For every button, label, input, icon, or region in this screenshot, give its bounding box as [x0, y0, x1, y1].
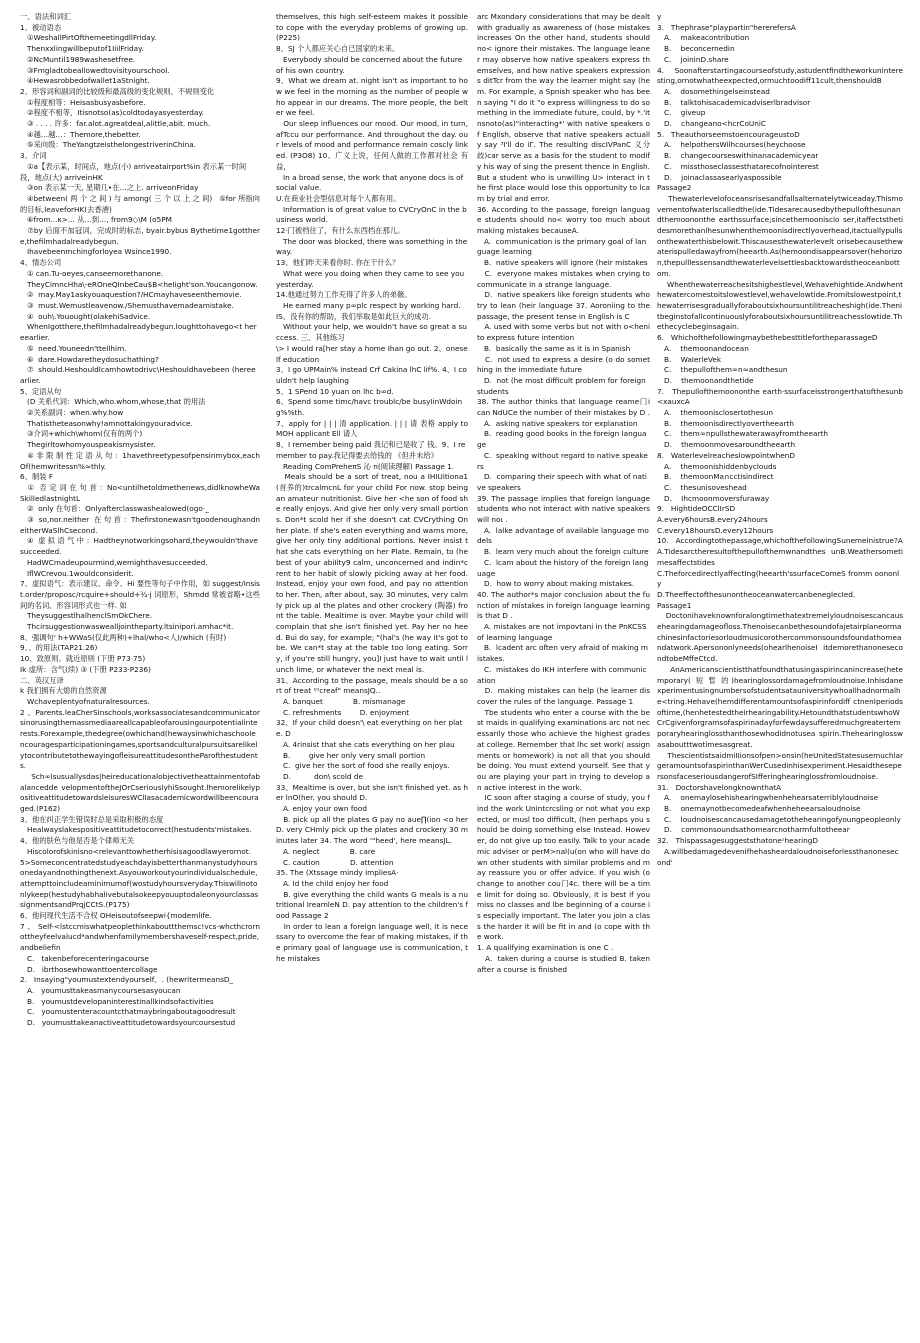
text-line: C. refreshments D. enjoyment — [276, 707, 410, 717]
text-line: 4、他的肤色与他是否是个律师无关 — [20, 836, 135, 846]
text-line: 32、If your child doesn'\ eat everything on her plate. D — [276, 718, 463, 739]
text-line: \> I would ra[her stay a home Ihan go out. 2、oneself education — [276, 343, 468, 364]
text-line: 5. TheauthorseemstoencourageustoD — [657, 129, 800, 139]
text-line: 6. WhichofthefollowingmaybethebesttitlefortheparassageD — [657, 333, 878, 343]
text-line: B. basically the same as it is in Spanish — [477, 343, 631, 353]
text-line: 3. Thephrase"playpartin"hererefersA — [657, 22, 796, 32]
text-line: Whenthewaterreachesitshighestlevel,Wehavehightide.Andwhenthewatercomestoitslowestlevel,wehavelowtide.Fromitslowestpoint,thewaterrisesgraduallyforaboutsixhoursuntilitreacheshigh(ide.Thenitbeginstofallcontinuouslyforaboutsixhoursuntilitreachesslowtide.Thethecyclebeginsagain. — [657, 279, 903, 332]
text-line: ②程度不相等，Itisnotso(as)coldtodayasyesterday. — [20, 108, 205, 118]
text-line: U.在商业社会型信息对每个人都有用。 — [276, 193, 401, 203]
text-line: B. onemaynotbecomedeafwhenheheearsaloudnoise — [657, 804, 861, 814]
text-line: 31、According to the passage, meals should be a sort of treat ¹⁰creaf" meansJQ.. — [276, 675, 468, 696]
text-line: ⑦by 后面不加冠词，完成时的标志, byair.bybus Bythetime1gotthere,thefilmhadalreadybegun. — [20, 226, 260, 246]
text-line: 1、被动语态 — [20, 22, 62, 32]
text-line: A.Tidesarctheresultofthepullofthemwnandthes unB.Weathersometimesaffectstides — [657, 547, 903, 567]
text-line: 1. A qualifying examination is one C . — [477, 943, 614, 953]
text-line: Hiscolorofskinisno<relevanttowhetherhisisagoodlawyerornot. — [20, 846, 251, 856]
text-line: A. Id the child enjoy her food — [276, 878, 389, 888]
text-line: D.TheeffectofthesunontheoceanwatercanbeneglecIed. — [657, 589, 856, 599]
text-line: C. thesunisoveshead — [657, 482, 747, 492]
text-line: y — [657, 12, 662, 21]
text-line: The door was blocked, there was something in the way. — [276, 236, 470, 257]
text-line: 9、What we dream at. night isn't as important to how we feel in the morning as the number of people who appear in our dreams. The more people, the belter we feel. — [276, 76, 468, 118]
text-line: Meals should be a sort of treat, nou a IHIUitiona1(首养的)trcalmcnL for your child For now. stop being an amateur nutritionist. Give her <he son of food she really enjoys. And give her only very small portions. Don*t scold her if she doesn't cat CVCrything On her plate. If she's eaten everything and warns more, give her only tiny additional portions. Never insist that she cats everything on her Plate. Remain, to (he best of your abiIity9 calm, unconcerned and indin*crent to her habit of slowly picking away at her food. Instead, enjoy your own food, and pay no attention to her. Then, after about, say. 30 minutes, very calmly pick up al the plates and other crockery (陶器) front the table. Mealtime is over. Maybe your child will complain that she isn't finished yet. Pay her no heed. Bui do say, for example; "(hal's (he way it's got to be. We can*t stay at the table too long eating. Sorry, if you're still hungry, you]I just have to wait until lunch lime, or whatever the next meal is. — [276, 472, 471, 674]
text-line: He earned many p∞plc respect by working hard. — [276, 300, 461, 310]
text-line: A. lalke advantage of available language models — [477, 525, 649, 546]
text-line: 7、apply for | | | 清 application. | | | 请 表格 apply to MOH applicant Ell 请人 — [276, 418, 471, 439]
text-line: 2. Insaying"youmustextendyourself、. (hewritermeansD_ — [20, 975, 234, 985]
text-line: D. commonsoundsathomearcnotharmfultotheear — [657, 825, 850, 835]
text-line: 2、形容词和副词的比较级和最高级的变化规则、不规则变化 — [20, 86, 215, 96]
text-line: C. lcam about the history of the foreign language — [477, 557, 649, 578]
text-line: Everybody should be concerned about the future of his own country. — [276, 54, 465, 75]
text-line: ④between( 两 个 之 间 ) 与 among( 三 个 以 上 之 间) ⑤for 所指向的目标,leaveforHK(去香港) — [20, 193, 260, 214]
text-line: 5、定语从句 — [20, 386, 62, 396]
text-line: C. them∞npullsthewaterawayfromtheearth — [657, 429, 828, 439]
text-line: ①a【表示某，时间点，地点(小) arriveatairport%in 表示某一时间段，地点(大) arriveinHK — [20, 161, 247, 182]
text-line: B. changecourseswithinanacademicyear — [657, 151, 819, 161]
text-line: ④ 虚 拟 语 气 中 ：Hadtheynotworkingsohard,theywouldn'thavesucceeded. — [20, 536, 258, 557]
text-line: 32. ThispassagesuggeststhatoneˢhearingD — [657, 836, 819, 846]
text-line: (D 关系代词：Which,who.whom,whose,that 的用法 — [20, 397, 206, 407]
text-line: 3、介词 — [20, 151, 47, 161]
text-line: 二、英汉互译 — [20, 675, 64, 685]
text-line: ② only 在句首：Onlyafterclasswashealowed(ogo·_ — [20, 504, 209, 514]
text-line: Thatistheteasonwhy!amnottakingyouradvice. — [20, 418, 193, 428]
text-line: In a broad sense, the work that anyone docs is of social value. — [276, 172, 466, 193]
text-line: 8、强调句' h+WWaS(仅此两种)+lhal/who<人)/which (有时) — [20, 632, 227, 642]
text-line: Sch∞lsusuallysdas|heireducationalobjectivetheattainmentofabalancedde velopmentoftheJOrCseriouslyhiSsought.lhemorelikelypositiveattitudetowardsleisuresWClIasacademicwordwillbeencouraged.(P162) — [20, 771, 260, 814]
text-line: B. reading good books in the foreign language — [477, 429, 647, 450]
text-line: Without your help, we wouldn't have so great a success. 三、其他练习 — [276, 322, 467, 343]
text-line: What were you doing when they came to see you yesterday. — [276, 268, 467, 289]
text-line: 8、SJ 个人都应关心自已国家的未来。 — [276, 44, 400, 54]
text-line: C. loudnoisescancausedamagetothehearingofyoungpeopleonly — [657, 814, 901, 824]
text-line: ②关系副词：when.why.how — [20, 408, 124, 418]
text-line: Tbe students who enter a course with the best maids in qualifying examinations arc not necessarily those who achieve the highest grades at college. Remember that lhc set work( assignments or homework) is not all that you should be doing. You must extend yourself. See that you are playing your part in trying to develop an active interest in the work. — [477, 707, 653, 792]
text-line: B. lcadent arc often very afraid of making mistakes. — [477, 643, 649, 664]
text-line: D. don\ scold de — [276, 771, 363, 781]
text-line: A. themoonandocean — [657, 343, 749, 353]
text-line: Thewaterlevelofoceansrisesandfallsalternatelytwiceaday.Thismovementofwaterlscalledthe(ide.Tidesarecausedbythepullofthesunandthemoononthe earthssurface;sincethemoonisclo ser,itaffectsthetidesmorethanlhesunwhenthemoonisdirectlyoverhead,itactuallypullsonthewaterthisbelowit.Thiscausesthewaterlevelt orisebecausethewaterispulledawayfrom(heearth.As(hemoondisappearsover(hehorizon,thepulllessensandthewaterlevelsettlesbacktowardstheoceanbottom. — [657, 193, 903, 278]
text-line: Our sleep influences our mood. Our mood, in turn, afTccu our performance. And throughout the day. our levels of mood and performance remain coscly linked. (P3O8) 10、广义上说，任何人做的工作都对社会 有益， — [276, 119, 471, 171]
text-line: 8. WaterlevelreacheslowpointwhenD — [657, 450, 795, 460]
text-line: D. how to worry about making mistakes. — [477, 579, 635, 589]
text-line: A. communication is the primary goal of language learning — [477, 236, 647, 257]
text-line: 2 、Parents.leaCherSinschools,worksassociatesandcommunicatorsinorusingthemassmediaareallcapableofarousingourpotentialinterests.Forexample,thedegree(owhichand(hewaysinwhichaschoolencouragesparticipationingames,sportsandculturalpursuitsarelikelytocontributetothewayingofleisureattitudesontheParofthestudents. — [20, 707, 260, 771]
text-line: 6、Spend some timc/havc troublc/be busyIinWdoing%%th. — [276, 397, 463, 418]
text-line: C. takenbeforecenteringacourse — [20, 953, 149, 963]
text-line: ④Hewasrobbedofwallet1aStnight. — [20, 76, 150, 86]
text-line: ⑥from...κ>... 从…到…, from9◇\M (o5PM — [20, 215, 172, 225]
text-line: B. youmustdevelopaninterestinallkindsofactivities — [20, 996, 214, 1006]
text-line: A. banquet B. mismanage — [276, 697, 406, 706]
text-line: ①程度相等：Heisasbusyasbefore. — [20, 97, 146, 107]
text-line: Passage2 — [657, 183, 692, 193]
text-line: C. speaking without regard to native speakers — [477, 450, 648, 471]
text-line: A. mistakes are not impovtani in the PnKCSS of learning language — [477, 622, 649, 642]
text-line: Reading ComPreheπS 沁 n(阅读理解) Passage 1. — [276, 461, 455, 471]
text-line: 39. The passage implies that foreign language students who not interact with native speakers will noι . — [477, 493, 653, 525]
text-line: 6、制装 F — [20, 472, 54, 482]
text-line: D. comparing their speech with what of native speakers — [477, 472, 647, 492]
text-line: HadWCmadeupourmind,wemighthavesucceeded. — [20, 557, 208, 567]
text-line: 7 、 Self-<lstccmiswhatpeoplethinkabouttthemsc!vcs-whcthcrornottheyfeelvalucd*andwhenfamilymembershaveself-respect,pride,andbeliefin — [20, 921, 260, 953]
text-line: D. changeano<hcrCoUniC — [657, 119, 766, 129]
text-line: 6、他问现代生活不合权 OHeisoutofseepwi{modemlife. — [20, 911, 212, 921]
text-line: Ihavebeenmchingforloyea Wsince1990. — [20, 247, 172, 257]
column-1 — [20, 12, 260, 1335]
text-line: B. themoonMa∩cctisindirect — [657, 472, 774, 482]
text-line: A. youmusttakeasmanycoursesasyoucan — [20, 985, 181, 995]
text-line: A. 4rinsist that she cats everything on her plau — [276, 739, 455, 749]
text-line: 8、I remember being paid 我记和已是收了 钱。9、I remember to pay.我记得要去给钱的 《但并未给》 — [276, 440, 466, 460]
text-line: C. mistakes do IKH interfere with communication — [477, 664, 647, 685]
text-line: ⑤采向级：TheYangtzeisthelongestriverinChina. — [20, 140, 196, 150]
text-line: 4. Soonafterstartingacourseofstudy,astudentfindtheworkuninteresting,ornotwhatheexpected,ormuchtoodiff11cult,thenshouldB — [657, 65, 903, 86]
text-line: Thegirltowhomyouspeakismysister. — [20, 440, 156, 450]
text-line: ④越…越…：Themore,thebetter. — [20, 129, 141, 139]
text-line: C.TheforcedirectlyaffectIng(heearth'ssurfaceComeS fromm oononly — [657, 568, 900, 589]
text-line: 7. Thepullofthemoononthe earth·ssurfaceisstrongerthatofthesunb<xauxcA — [657, 386, 903, 407]
column-4 — [657, 12, 903, 1335]
text-line: C. give her the sort of food she really enjoys. — [276, 761, 450, 771]
text-line: 35. The (Xtssage mindy impliesA· — [276, 868, 399, 878]
text-line: A. themoonishiddenbyclouds — [657, 461, 777, 471]
text-line: B. give everything the child wants G meals is a nutritional IreamleN D. pay attention to the children's food Passage 2 — [276, 889, 468, 921]
text-line: C. giveup — [657, 108, 706, 118]
text-line: A. used with some verbs but not with o<heni to express future intention — [477, 322, 653, 343]
text-line: ③Fmgladtobeallowedtovisityourschool. — [20, 65, 170, 75]
text-line: ③on 表示某一天, 星期几•在…之上. arriveonFriday — [20, 183, 199, 193]
text-line: B. WaIerleVek — [657, 354, 722, 364]
text-line: IflWCrevou.1wouldconsiderit. — [20, 568, 134, 578]
text-line: 3、他在纠正学生错误时总是采取积极的态度 — [20, 814, 164, 824]
text-line: ThescientistsaidmiIIionsofpen>onsin(heUnitedStatesusemuchlargeramountsofaspirinthanWerCusedinhisexperiment.HesaidthesepersonsfaceseriousdangerofSIfferinghearinglossfromloudnoise. — [657, 750, 903, 781]
text-line: Passage1 — [657, 600, 692, 610]
text-line: A. taken during a course is studied B. taken after a course is finished — [477, 953, 653, 974]
column-3 — [477, 12, 653, 1335]
text-line: 10. Accordingtothepassage,whichofthefollowingSunemelnistrue?A — [657, 536, 903, 546]
text-line: D. not (he most difficult problem for foreign students — [477, 375, 649, 396]
text-line: ①WeshallPirtOfthemeetingdllFriday. — [20, 33, 157, 43]
text-line: D. making mistakes can help (he learner discover the rules of the language. Passage 1 — [477, 686, 650, 706]
text-line: 36. According to the passage, foreign language students should no< worry too much about making mistakes becauseA. — [477, 204, 653, 236]
text-line: 一、语法和词汇 — [20, 12, 72, 21]
text-line: TheyCimncHha\-eROneQInbeCau$B<heIight'son.Youcangonow. — [20, 279, 258, 289]
text-line: 10、致原则、就近原则 (下册 P73·75) — [20, 654, 146, 664]
text-line: arc Mxondary considerations that may be dealt with gradually as awareness of (hose mistakes increases On the other hand, students should no< ignore their mistakes. The language leaner may observe how native speakers express themselves, and how native speakers expressions ditTcr from the way the learner might say (hem. For example, a Spnish speaker who has been saying "I do it "o express willingness to do something in the immediate future, could, by *.'itnsnoto(as)"interacting*' with native speakers of English, observe that native speakers actually say ³I'll do iΓ. The resulting discIVPanC 义分歧)car serve as a basis for the student to modify his way of sing the present thence in English. But a student who is unwilling U> interact in the first place would lose this opportunity to lcam by trial and error. — [477, 12, 653, 203]
text-line: Thenxxlingwillbeputof1IiilFriday. — [20, 44, 144, 54]
text-line: ④ ouh\.Youought(olakehiSadvice. — [20, 311, 151, 321]
text-line: D. native speakers like foreign students who try to lean (heir language 37. Aoroniing to the passage, the present tense in English is C — [477, 290, 653, 321]
text-line: B. leam very much about the foreign culture — [477, 547, 649, 557]
text-line: Doctonihaveknownforalongtimethatextremelyloudnoisescancausehearingdamageofloss.Thenoisecanbethesoundofajetairplaneormachinesinfactoriesorloudmusicorothercommonsoundsfoundathomeandatwork.Apersononlyneeds(ohearlhenoiseI itdemorethanonesecondtobeMffeCtcd. — [657, 611, 903, 664]
text-line: Healwayslakespositiveattitudetocorrect(hestudents'mistakes. — [20, 825, 252, 835]
text-line: ① can.Tu-oeyes,canseemorethanone. — [20, 268, 164, 278]
text-line: C. not used to express a desire (o do something in the immediate future — [477, 354, 650, 375]
column-2 — [276, 12, 471, 1335]
text-line: Thcirsuggestionwaswealljointheparty.ltsinipori.amhac*it. — [20, 622, 234, 632]
text-line: IS、没有你的帮助，我们举取是如此巨大的成功. — [276, 311, 432, 321]
text-line: 13、他们昨天来看你时. 你在干什么？ — [276, 258, 400, 268]
text-line: Information is of great value to CVCryOnC in the business world. — [276, 204, 467, 225]
text-line: ⑦ should.Heshouldlcamhowtodrivc\Heshouldhavebeen (hereearlier. — [20, 365, 256, 385]
text-line: B. talktohisacademicadviserlbradvisor — [657, 97, 811, 107]
text-line: IC soon after staging a course of study, you find the work Unintcrcsling or not what you expected, or musl too difficult, (hen perhaps you should be doing something else Instead. However, do not give up too easily. Talk to your academic adviser or perM>nal(u(on who will have down other students with similar problems and may reassure you or offer advice. If you wish (o change to another cou门4c. there will be a time limit for doing so. Obviously, it is best if you miss no classes and lbe beginning of a course is especially important. The later you join a class the harder it will be fit in and (o cope with the work. — [477, 793, 653, 942]
text-line: k 我们拥有大熄的自然资源 — [20, 686, 107, 696]
text-line: 9、、的用法(TAP21.26) — [20, 643, 98, 653]
text-line: ④ 非 限 制 性 定 语 从 句 ：1havethreetypesofpensinmybox,eachOf(hemwritessn%≈thly. — [20, 450, 260, 471]
text-line: ⑥ dare.Howdaretheydosuchathing? — [20, 354, 159, 364]
text-line: B. themoonisdirectlyovertheearth — [657, 418, 794, 428]
text-line: ③介词+which\whom(仅有的两个) — [20, 429, 143, 439]
text-line: C. youmustenteracountcthatmaybringaboutagoodresult — [20, 1007, 236, 1017]
text-line: B. pick up all the plates G pay no aue∏(ion <o her D. very CHmly pick up the plates and crockery 30 minutes later 34. The word '"heed', here meansJL. — [276, 814, 471, 846]
text-line: 31. DoctorshavelongknownthatA — [657, 782, 782, 792]
text-line: ① 否 定 词 在 句 首 ：No<untilhetoldmethenews,didlknowheWaSkilledlastnightL — [20, 482, 260, 503]
text-line: C.every18hoursD.every12hours — [657, 525, 774, 535]
text-line: 4、情态公司 — [20, 258, 62, 268]
text-line: ②NcMuntil1989washesetfree. — [20, 54, 136, 64]
text-line: B. give her only very small portion — [276, 750, 426, 760]
text-line: 14.他通过努力工作充得了许多人的弟薇。 — [276, 290, 412, 300]
text-line: 3、I go UPMain% instead Crf Cakina lhC lif%. 4、I couldn't help laughing — [276, 365, 467, 385]
text-line: C. caution D. attention — [276, 857, 394, 867]
text-line: A. asking native speakers tor explanation — [477, 418, 638, 428]
text-line: A. enjoy your own food — [276, 804, 367, 814]
text-line: 40. The author*s major conclusion about the function of mistakes in foreign language learning is that D . — [477, 589, 653, 621]
text-line: WhenIgotthere,thefilmhadalreadybegun.loughttohavego<t hereearlier. — [20, 322, 257, 343]
text-line: 12·门被档住了，有什么东西档在那儿。 — [276, 226, 405, 236]
text-line: AnAmericanscientistthatfoundthatusingaspirincanincrease(hetemporary( 短 暂 的 )hearinglossordamagefromloudnoise.Inhisdanexperimentusingnumbersofstudentsatauniversitywhoallhadnormalhe<tring.Hehave(hemdifferentamountsofaspirinfordiff ctnenIperiodsoftime,(henhetestedtheirhearingability.HetoundthatstudentswhoWCrCgivenforgramsofaspirinadayforfewdaysufferedmuchgreatertemporaryhearinglossthanthosewhodidnotusea spirin.Thehearinglosswasaboutttwotimesasgreat. — [657, 664, 903, 749]
text-line: C. everyone makes mistakes when crying to communicate in a strange language. — [477, 268, 653, 289]
text-line: A. neglect B. care — [276, 846, 376, 856]
text-line: TheysuggestlhalhenclSmOkChere. — [20, 611, 153, 621]
text-line: C. missthoseclassesthatarecofnointerest — [657, 161, 819, 171]
text-line: D. youmusttakeanactiveattitudetowardsyourcoursestud — [20, 1018, 236, 1028]
text-line: Ik 虚所：含气(续) ③ (下册 P233·P236) — [20, 664, 151, 674]
text-line: A.willbedamagedevenifhehasheardaloudnoiseforlessthanonesecond' — [657, 846, 899, 867]
text-line: ② may.May1askyouaquestion?/HCmayhaveseenthemovie. — [20, 290, 242, 300]
text-line: D. themoonandthetide — [657, 375, 754, 385]
text-line: A. themoonisclosertothesun — [657, 408, 774, 418]
text-line: D. Ihcmoonmoversfuraway — [657, 493, 770, 503]
text-line: 33、Mealtime is over, but she isn't finished yet. as her lnO(her. you should D. — [276, 782, 468, 803]
text-line: ⑤ need.Youneedn'ttellhim. — [20, 343, 127, 353]
text-line: 5、1 SPend 10 yuan on lhc b∞d. — [276, 386, 394, 396]
text-line: 7、虚拟语气：表示建议、命令、Hi 要性等句子中作用，如 suggest/insist.order/proposc/rcquire+should+¾·j 词原形，Shmdd 常被省略•这些间的名词、形容词形式也一样. 如 — [20, 579, 260, 610]
text-line: C. joininD.share — [657, 54, 729, 64]
text-line: In order to lean a foreign language well, it is necessary to overcome the fear of making mistakes, if the primary goal of language use is communication, the mistakes — [276, 921, 468, 963]
text-line: A. helpothersWilhcourses(heychoose — [657, 140, 806, 150]
text-line: A. onemaylosehishearingwhenhehearsaterriblyloudnoise — [657, 793, 879, 803]
text-line: B. native speakers will ignore (heir mistakes — [477, 258, 648, 268]
text-line: C. thepullofthem∞n≈andthesun — [657, 365, 788, 375]
text-line: D. joinaclassasearlyaspossible — [657, 172, 782, 182]
text-line: Wchaveplentyofnaturalresources. — [20, 697, 150, 706]
text-line: D. ibrthosewhowanttoentercollage — [20, 964, 158, 974]
text-line: 38. The author thinks that language reame门i can NdUCe the number of their mistakes by D . — [477, 397, 653, 418]
text-line: ③ must.Wemustleavenow./Shemusthavemadeamistake. — [20, 300, 234, 310]
text-line: B. beconcernedin — [657, 44, 735, 54]
text-line: A. makeacontribution — [657, 33, 750, 43]
text-line: A. dosomethingelseinstead — [657, 86, 770, 96]
text-line: ③ . . . . 许多：far.alot.agreatdeal,alittle,abit. much. — [20, 119, 211, 129]
text-line: ③ so,nor.neither 在 句 首 ：Thefirstonewasn'tgoodenoughandneitherWaSlhCsecond. — [20, 515, 260, 535]
text-line: D. themoonmovesaroundtheearth — [657, 440, 796, 450]
text-line: 9. HightideOCClIrSD — [657, 504, 736, 514]
text-line: A.every6hoursB.every24hours — [657, 515, 768, 525]
text-line: 5>Someconcentratedstudyeachdayisbetterthanmanystudyhoursonedayandnothingthenext.Asyouworkoutyourindividualschedule,attempttoincludeaminimumof(wostudyhoursveryday.Thiswillnotonlykeep(hestudyhabhalivebutalsokeepyouuptodaleonyourclassassignmentsandPrqjCCtS.(P175) — [20, 857, 259, 910]
text-line: themselves, this high self-esteem makes it possible to cope with the everyday problems of growing up.(P225) — [276, 12, 471, 43]
